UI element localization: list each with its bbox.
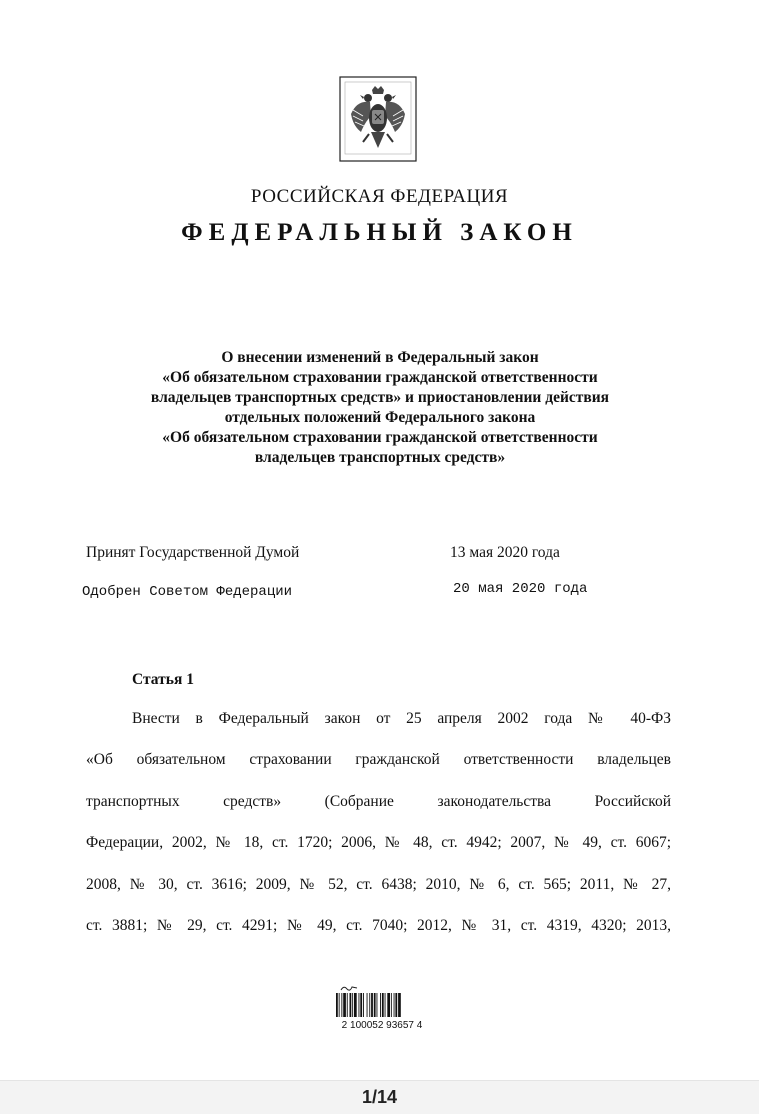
law-title <box>90 348 670 468</box>
law-title-line: О внесении изменений в Федеральный закон <box>221 349 539 366</box>
barcode-bars <box>336 993 428 1017</box>
coat-of-arms-emblem <box>339 76 417 162</box>
article-heading: Статья 1 <box>132 671 194 688</box>
law-title-line: «Об обязательном страховании гражданской ответственности <box>162 429 598 446</box>
law-title-line: владельцев транспортных средств» <box>254 449 506 466</box>
handwritten-mark <box>340 984 358 992</box>
article-text-line: Внести в Федеральный закон от 25 апреля 2002 года № 40-ФЗ <box>132 710 671 727</box>
council-approval-label: Одобрен Советом Федерации <box>82 584 293 600</box>
viewer-footer <box>0 1080 759 1114</box>
law-title-line: «Об обязательном страховании гражданской ответственности <box>162 369 598 386</box>
law-title-line: отдельных положений Федерального закона <box>224 409 536 426</box>
page-indicator: 1/14 <box>361 1087 398 1107</box>
article-text-line: транспортных средств» (Собрание законодательства Российской <box>86 793 671 810</box>
country-name: РОССИЙСКАЯ ФЕДЕРАЦИЯ <box>250 186 509 207</box>
duma-adoption-label: Принят Государственной Думой <box>86 544 300 561</box>
article-text-line: 2008, № 30, ст. 3616; 2009, № 52, ст. 6438; 2010, № 6, ст. 565; 2011, № 27, <box>86 876 671 893</box>
council-approval-date: 20 мая 2020 года <box>453 581 588 597</box>
duma-adoption-date: 13 мая 2020 года <box>450 544 560 561</box>
article-text-line: «Об обязательном страховании гражданской ответственности владельцев <box>86 751 671 768</box>
document-barcode <box>330 984 434 1038</box>
article-text-line: ст. 3881; № 29, ст. 4291; № 49, ст. 7040; 2012, № 31, ст. 4319, 4320; 2013, <box>86 917 671 934</box>
barcode-number: 2 100052 93657 4 <box>341 1020 423 1031</box>
article-text-line: Федерации, 2002, № 18, ст. 1720; 2006, № 48, ст. 4942; 2007, № 49, ст. 6067; <box>86 834 671 851</box>
law-title-line: владельцев транспортных средств» и приостановлении действия <box>150 389 610 406</box>
document-type: ФЕДЕРАЛЬНЫЙ ЗАКОН <box>181 219 578 246</box>
